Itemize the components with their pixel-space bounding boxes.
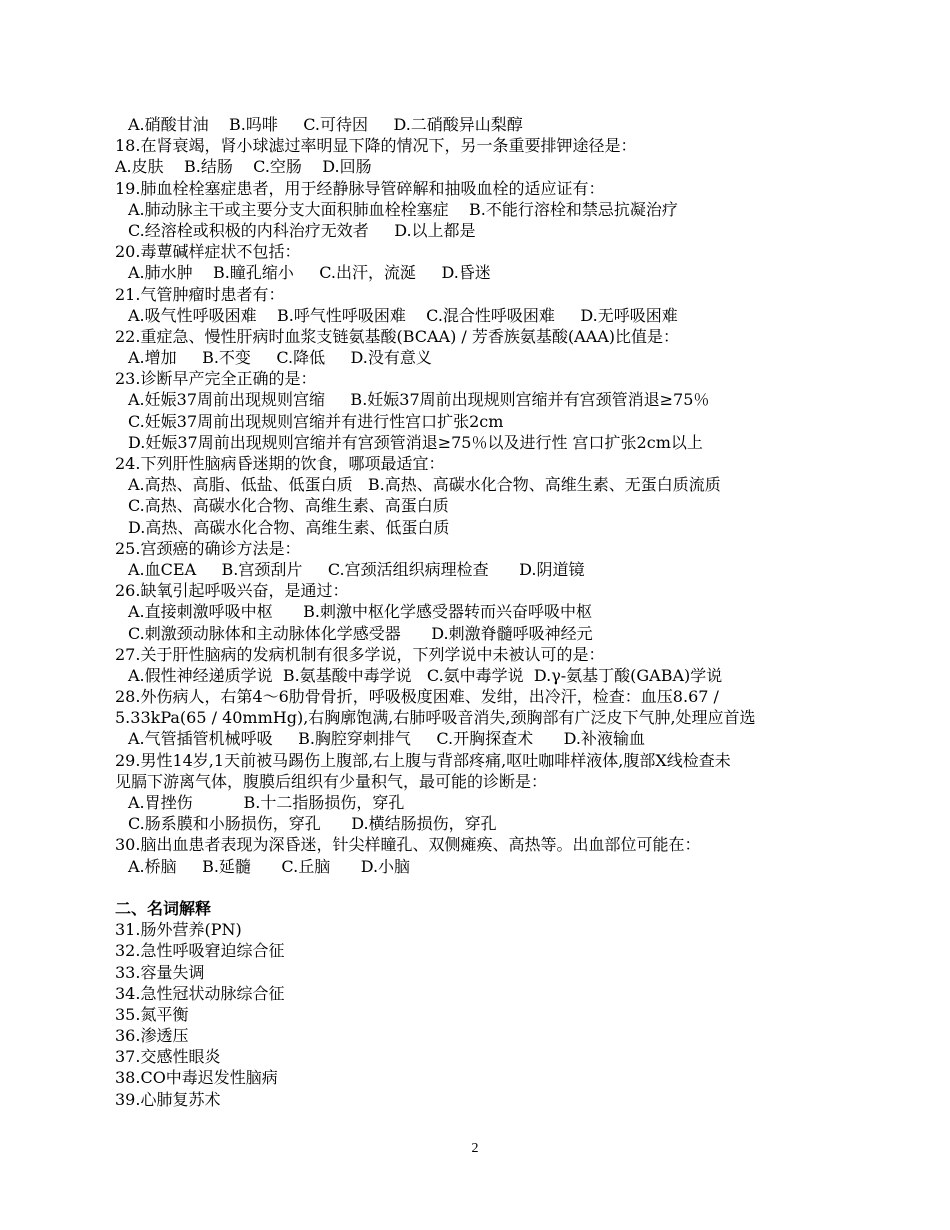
question-text: 18.在肾衰竭，肾小球滤过率明显下降的情况下，另一条重要排钾途径是： — [115, 136, 637, 156]
question-text: 38.CO中毒迟发性脑病 — [115, 1068, 278, 1088]
question-text: 39.心肺复苏术 — [115, 1089, 221, 1109]
answer-options: A.假性神经递质学说 B.氨基酸中毒学说 C.氨中毒学说 D.γ-氨基丁酸(GABA)学说 — [128, 665, 723, 685]
question-text: 19.肺血栓栓塞症患者，用于经静脉导管碎解和抽吸血栓的适应证有： — [115, 178, 605, 198]
answer-options: A.肺水肿 B.瞳孔缩小 C.出汗，流涎 D.昏迷 — [128, 263, 491, 283]
question-text: A.皮肤 B.结肠 C.空肠 D.回肠 — [115, 157, 372, 177]
answer-options: C.经溶栓或积极的内科治疗无效者 D.以上都是 — [128, 220, 476, 240]
answer-options: A.气管插管机械呼吸 B.胸腔穿刺排气 C.开胸探查术 D.补液输血 — [128, 729, 645, 749]
question-text: 35.氮平衡 — [115, 1004, 189, 1024]
question-text: 24.下列肝性脑病昏迷期的饮食，哪项最适宜： — [115, 454, 445, 473]
answer-options: C.肠系膜和小肠损伤，穿孔 D.横结肠损伤，穿孔 — [128, 814, 497, 834]
answer-options: A.桥脑 B.延髓 C.丘脑 D.小脑 — [128, 856, 411, 876]
question-text: 31.肠外营养(PN) — [115, 920, 242, 940]
question-text: 23.诊断早产完全正确的是： — [115, 369, 317, 389]
question-text: 29.男性14岁,1天前被马踢伤上腹部,右上腹与背部疼痛,呕吐咖啡样液体,腹部X线检查未 — [115, 750, 731, 770]
answer-options: A.肺动脉主干或主要分支大面积肺血栓栓塞症 B.不能行溶栓和禁忌抗凝治疗 — [128, 199, 678, 219]
answer-options: D.妊娠37周前出现规则宫缩并有宫颈管消退≥75％以及进行性 宫口扩张2cm以上 — [128, 432, 703, 452]
question-text: 27.关于肝性脑病的发病机制有很多学说，下列学说中未被认可的是： — [115, 644, 605, 664]
question-text: 26.缺氧引起呼吸兴奋，是通过： — [115, 581, 349, 601]
question-text: 见膈下游离气体，腹膜后组织有少量积气，最可能的诊断是： — [115, 771, 548, 791]
answer-options: C.妊娠37周前出现规则宫缩并有进行性宫口扩张2cm — [128, 411, 504, 431]
question-text: 34.急性冠状动脉综合征 — [115, 983, 285, 1003]
question-text: 32.急性呼吸窘迫综合征 — [115, 941, 285, 961]
question-text: 36.渗透压 — [115, 1026, 189, 1046]
answer-options: A.妊娠37周前出现规则宫缩 B.妊娠37周前出现规则宫缩并有宫颈管消退≥75％ — [128, 390, 710, 410]
question-text: 25.宫颈癌的确诊方法是： — [115, 538, 301, 558]
answer-options: A.硝酸甘油 B.吗啡 C.可待因 D.二硝酸异山梨醇 — [128, 115, 523, 134]
question-text: 5.33kPa(65 / 40mmHg),右胸廓饱满,右肺呼吸音消失,颈胸部有广泛皮下气肿,处理应首选 — [115, 708, 756, 728]
question-text: 28.外伤病人，右第4～6肋骨骨折，呼吸极度困难、发绀，出冷汗，检查：血压8.67 / — [115, 687, 719, 707]
question-text: 37.交感性眼炎 — [115, 1047, 221, 1067]
question-text: 22.重症急、慢性肝病时血浆支链氨基酸(BCAA) / 芳香族氨基酸(AAA)比值是： — [115, 326, 680, 346]
answer-options: A.高热、高脂、低盐、低蛋白质 B.高热、高碳水化合物、高维生素、无蛋白质流质 — [128, 475, 721, 495]
answer-options: C.高热、高碳水化合物、高维生素、高蛋白质 — [128, 496, 449, 516]
question-list — [115, 114, 845, 1110]
answer-options: A.吸气性呼吸困难 B.呼气性呼吸困难 C.混合性呼吸困难 D.无呼吸困难 — [128, 305, 678, 325]
answer-options: A.直接刺激呼吸中枢 B.刺激中枢化学感受器转而兴奋呼吸中枢 — [128, 602, 593, 622]
question-text: 33.容量失调 — [115, 962, 205, 982]
section-title: 二、名词解释 — [115, 898, 212, 918]
answer-options: A.增加 B.不变 C.降低 D.没有意义 — [128, 348, 432, 368]
question-text: 20.毒蕈碱样症状不包括： — [115, 242, 301, 262]
page-number: 2 — [471, 1141, 479, 1156]
question-text: 21.气管肿瘤时患者有： — [115, 284, 285, 304]
spacer — [115, 877, 845, 898]
question-text: 30.脑出血患者表现为深昏迷，针尖样瞳孔、双侧瘫痪、高热等。出血部位可能在： — [115, 835, 701, 855]
answer-options: A.胃挫伤 B.十二指肠损伤，穿孔 — [128, 793, 405, 812]
answer-options: C.刺激颈动脉体和主动脉体化学感受器 D.刺激脊髓呼吸神经元 — [128, 623, 593, 643]
answer-options: D.高热、高碳水化合物、高维生素、低蛋白质 — [128, 517, 450, 537]
answer-options: A.血CEA B.宫颈刮片 C.宫颈活组织病理检查 D.阴道镜 — [128, 559, 585, 579]
